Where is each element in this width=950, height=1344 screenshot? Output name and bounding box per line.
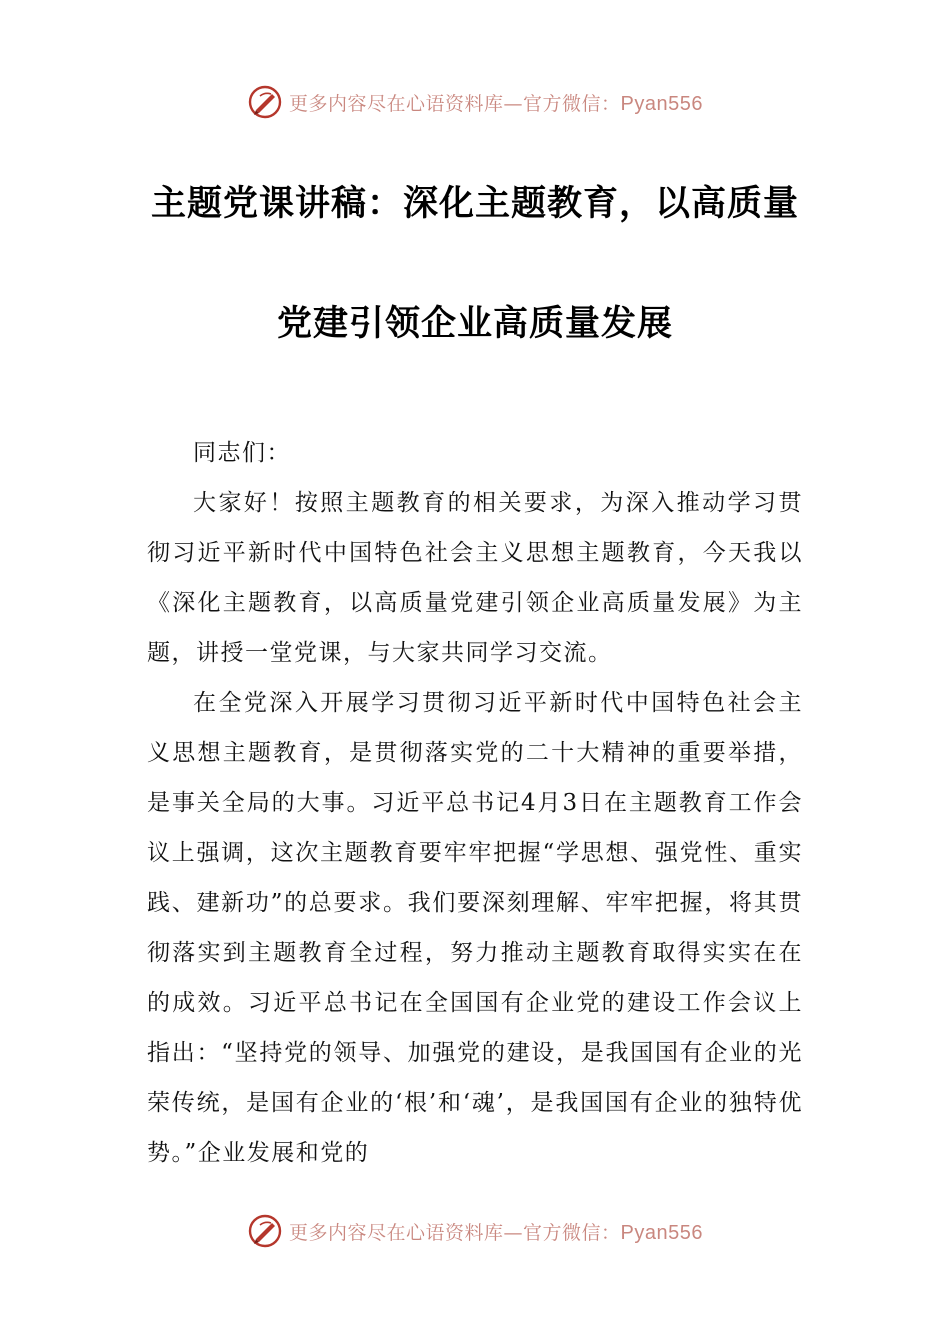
document-title-line-1: 主题党课讲稿：深化主题教育，以高质量	[150, 184, 799, 224]
document-title-line-2: 党建引领企业高质量发展	[276, 304, 673, 344]
salutation: 同志们：	[193, 440, 291, 466]
pen-logo-icon	[247, 1213, 283, 1249]
pen-logo-icon	[247, 84, 283, 120]
document-body	[147, 428, 803, 1178]
paragraph: 在全党深入开展学习贯彻习近平新时代中国特色社会主义思想主题教育，是贯彻落实党的二十大精神的重要举措，是事关全局的大事。习近平总书记4月3日在主题教育工作会议上强调，这次主题教育要牢牢把握“学思想、强党性、重实践、建新功”的总要求。我们要深刻理解、牢牢把握，将其贯彻落实到主题教育全过程，努力推动主题教育取得实实在在的成效。习近平总书记在全国国有企业党的建设工作会议上指出：“坚持党的领导、加强党的建设，是我国国有企业的光荣传统，是国有企业的‘根’和‘魂’，是我国国有企业的独特优势。”企业发展和党的	[147, 690, 803, 1166]
paragraph: 大家好！按照主题教育的相关要求，为深入推动学习贯彻习近平新时代中国特色社会主义思想主题教育，今天我以《深化主题教育，以高质量党建引领企业高质量发展》为主题，讲授一堂党课，与大家共同学习交流。	[147, 490, 803, 666]
header-watermark	[0, 82, 950, 122]
footer-watermark	[0, 1211, 950, 1251]
watermark-text: 更多内容尽在心语资料库—官方微信：Pyan556	[289, 92, 703, 115]
watermark-text: 更多内容尽在心语资料库—官方微信：Pyan556	[289, 1221, 703, 1244]
